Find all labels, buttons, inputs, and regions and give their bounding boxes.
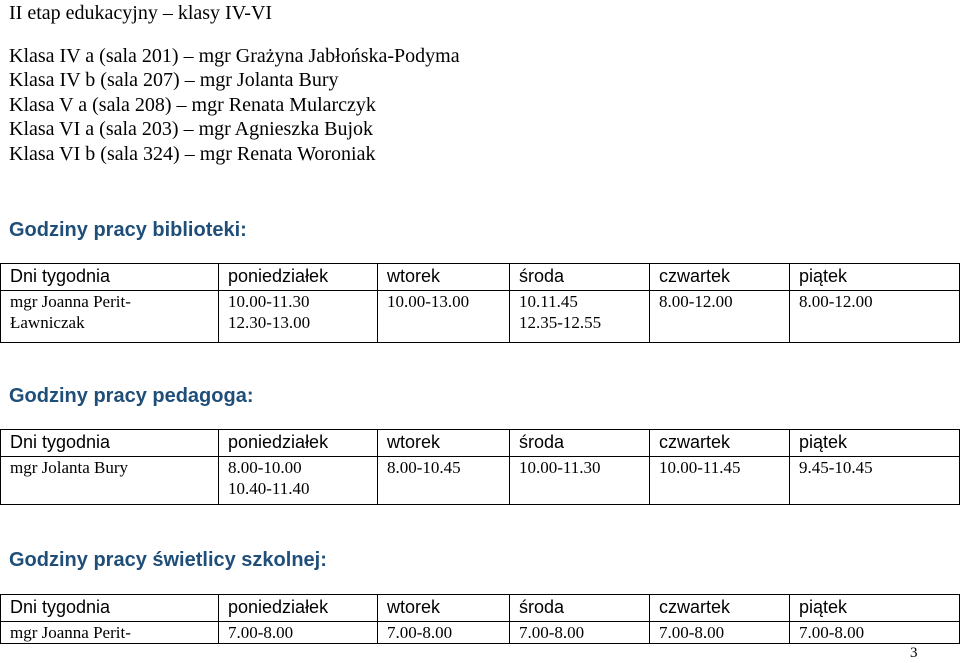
- class-list-item: Klasa V a (sala 208) – mgr Renata Mularczyk: [9, 93, 376, 116]
- hours-value: 10.00-13.00: [387, 292, 470, 311]
- common-room-hours-title: Godziny pracy świetlicy szkolnej:: [9, 549, 327, 571]
- hours-value: 12.30-13.00: [228, 313, 311, 332]
- table-row: [1, 622, 960, 644]
- stage-title: II etap edukacyjny – klasy IV-VI: [9, 2, 273, 24]
- hours-value: 8.00-10.00: [228, 458, 302, 477]
- hours-value: 9.45-10.45: [799, 458, 873, 477]
- class-list: [9, 44, 460, 166]
- header-days: Dni tygodnia: [1, 430, 219, 457]
- monday-hours: [219, 457, 378, 505]
- wednesday-hours: [510, 457, 650, 505]
- hours-value: 10.11.45: [519, 292, 578, 311]
- class-list-item: Klasa VI a (sala 203) – mgr Agnieszka Bujok: [9, 118, 373, 141]
- monday-hours: [219, 622, 378, 644]
- header-monday: poniedziałek: [219, 595, 378, 622]
- class-list-item: Klasa IV a (sala 201) – mgr Grażyna Jabłońska-Podyma: [9, 45, 460, 67]
- person-cell: [1, 457, 219, 505]
- header-tuesday: wtorek: [378, 264, 510, 291]
- page-number: 3: [910, 645, 918, 661]
- person-name: mgr Jolanta Bury: [10, 458, 129, 477]
- header-thursday: czwartek: [650, 264, 790, 291]
- common-room-hours-table: [0, 594, 960, 644]
- pedagogue-hours-table: [0, 429, 960, 505]
- header-monday: poniedziałek: [219, 264, 378, 291]
- monday-hours: [219, 291, 378, 343]
- header-monday: poniedziałek: [219, 430, 378, 457]
- tuesday-hours: [378, 622, 510, 644]
- library-hours-title: Godziny pracy biblioteki:: [9, 219, 247, 241]
- header-thursday: czwartek: [650, 430, 790, 457]
- thursday-hours: [650, 622, 790, 644]
- hours-value: 12.35-12.55: [519, 313, 602, 332]
- table-row: [1, 291, 960, 343]
- person-name: mgr Joanna Perit-: [10, 623, 131, 642]
- person-cell: [1, 622, 219, 644]
- pedagogue-hours-title: Godziny pracy pedagoga:: [9, 385, 254, 407]
- header-tuesday: wtorek: [378, 430, 510, 457]
- thursday-hours: [650, 291, 790, 343]
- hours-value: 10.00-11.30: [228, 292, 310, 311]
- header-friday: piątek: [790, 430, 960, 457]
- header-friday: piątek: [790, 264, 960, 291]
- hours-value: 7.00-8.00: [519, 623, 585, 642]
- hours-value: 7.00-8.00: [659, 623, 725, 642]
- tuesday-hours: [378, 291, 510, 343]
- wednesday-hours: [510, 291, 650, 343]
- header-thursday: czwartek: [650, 595, 790, 622]
- friday-hours: [790, 291, 960, 343]
- class-list-item: Klasa IV b (sala 207) – mgr Jolanta Bury: [9, 69, 339, 92]
- table-row: [1, 457, 960, 505]
- class-list-item: Klasa VI b (sala 324) – mgr Renata Woroniak: [9, 142, 376, 165]
- header-wednesday: środa: [510, 595, 650, 622]
- hours-value: 8.00-12.00: [659, 292, 733, 311]
- header-days: Dni tygodnia: [1, 595, 219, 622]
- hours-value: 7.00-8.00: [228, 623, 294, 642]
- wednesday-hours: [510, 622, 650, 644]
- header-wednesday: środa: [510, 264, 650, 291]
- hours-value: 8.00-10.45: [387, 458, 461, 477]
- header-days: Dni tygodnia: [1, 264, 219, 291]
- header-wednesday: środa: [510, 430, 650, 457]
- hours-value: 7.00-8.00: [387, 623, 453, 642]
- table-header-row: [1, 264, 960, 291]
- header-friday: piątek: [790, 595, 960, 622]
- person-cell: [1, 291, 219, 343]
- friday-hours: [790, 457, 960, 505]
- friday-hours: [790, 622, 960, 644]
- table-header-row: [1, 430, 960, 457]
- tuesday-hours: [378, 457, 510, 505]
- hours-value: 10.00-11.45: [659, 458, 741, 477]
- thursday-hours: [650, 457, 790, 505]
- hours-value: 10.40-11.40: [228, 479, 310, 498]
- library-hours-table: [0, 263, 960, 343]
- person-name: Ławniczak: [10, 313, 85, 332]
- hours-value: 10.00-11.30: [519, 458, 601, 477]
- hours-value: 7.00-8.00: [799, 623, 865, 642]
- header-tuesday: wtorek: [378, 595, 510, 622]
- table-header-row: [1, 595, 960, 622]
- person-name: mgr Joanna Perit-: [10, 292, 131, 311]
- hours-value: 8.00-12.00: [799, 292, 873, 311]
